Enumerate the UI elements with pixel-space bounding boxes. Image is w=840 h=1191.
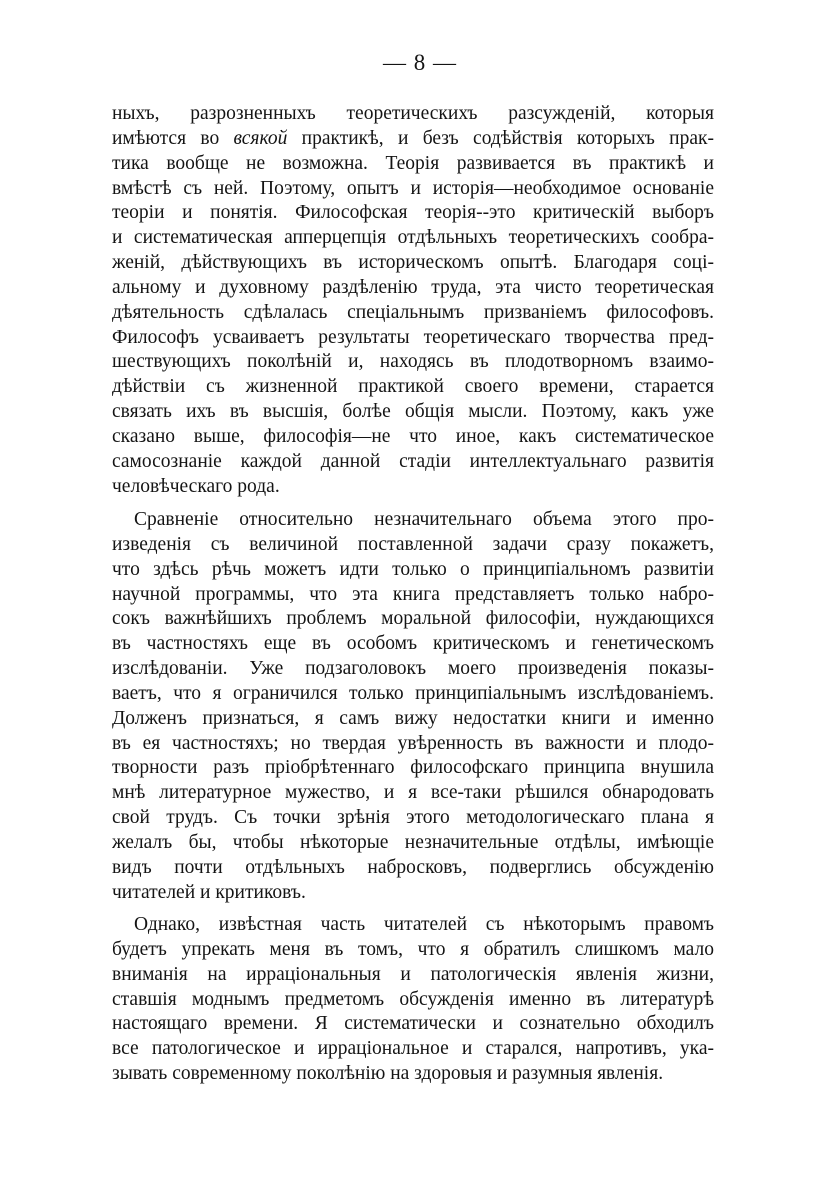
text-line: дѣятельность сдѣлалась спеціальнымъ призваніемъ философовъ. <box>112 301 714 323</box>
text-line: въ частностяхъ еще въ особомъ критическомъ и генетическомъ <box>112 633 714 655</box>
text-line: и систематическая апперцепція отдѣльныхъ теоретическихъ сообра- <box>112 227 714 249</box>
text-line: ваетъ, что я ограничился только принципіальнымъ изслѣдованіемъ. <box>112 682 714 704</box>
text-line: человѣческаго рода. <box>112 475 280 497</box>
text-line: зывать современному поколѣнію на здоровыя и разумныя явленія. <box>112 1063 664 1085</box>
text-line: въ ея частностяхъ; но твердая увѣренность въ важности и плодо- <box>112 732 714 754</box>
text-line: свой трудъ. Съ точки зрѣнія этого методологическаго плана я <box>112 807 714 829</box>
text-line: дѣйствіи съ жизненной практикой своего времени, старается <box>112 376 714 398</box>
text-line: теоріи и понятія. Философская теорія--это критическій выборъ <box>112 202 714 224</box>
text-line: сказано выше, философія—не что иное, какъ систематическое <box>112 425 714 447</box>
text-line: будетъ упрекать меня въ томъ, что я обратилъ слишкомъ мало <box>112 938 714 960</box>
text-line: желалъ бы, чтобы нѣкоторые незначительные отдѣлы, имѣющіе <box>112 831 714 853</box>
text-line: тика вообще не возможна. Теорія развивается въ практикѣ и <box>112 152 714 174</box>
text-line: Долженъ признаться, я самъ вижу недостатки книги и именно <box>112 707 714 729</box>
text-line: изслѣдованіи. Уже подзаголовокъ моего произведенія показы- <box>112 658 714 680</box>
text-segment: практикѣ, и безъ содѣйствія которыхъ прак- <box>287 127 714 149</box>
text-line: Сравненіе относительно незначительнаго объема этого про- <box>134 509 714 530</box>
text-line: все патологическое и ирраціональное и старался, напротивъ, ука- <box>112 1038 714 1060</box>
text-line: настоящаго времени. Я систематически и сознательно обходилъ <box>112 1013 714 1035</box>
text-line: творности разъ пріобрѣтеннаго философскаго принципа внушила <box>112 757 714 779</box>
text-line: женій, дѣйствующихъ въ историческомъ опытѣ. Благодаря соці- <box>112 252 714 274</box>
text-line: альному и духовному раздѣленію труда, эта чисто теоретическая <box>112 276 714 298</box>
text-line: Однако, извѣстная часть читателей съ нѣкоторымъ правомъ <box>134 914 714 935</box>
text-line: шествующихъ поколѣній и, находясь въ плодотворномъ взаимо- <box>112 351 714 373</box>
text-line: мнѣ литературное мужество, и я все-таки рѣшился обнародовать <box>112 782 714 804</box>
text-line: самосознаніе каждой данной стадіи интеллектуальнаго развитія <box>112 450 714 472</box>
text-line: что здѣсь рѣчь можетъ идти только о принципіальномъ развитіи <box>112 558 714 580</box>
paragraph-1 <box>112 102 714 500</box>
text-line: научной программы, что эта книга представляетъ только набро- <box>112 583 714 605</box>
text-line: вниманія на ирраціональныя и патологическія явленія жизни, <box>112 963 714 985</box>
emphasized-word: всякой <box>233 127 288 149</box>
paragraph-3 <box>112 913 714 1087</box>
text-line: Философъ усваиваетъ результаты теоретическаго творчества пред- <box>112 326 714 348</box>
text-line: сокъ важнѣйшихъ проблемъ моральной философіи, нуждающихся <box>112 608 714 630</box>
text-line: читателей и критиковъ. <box>112 881 306 903</box>
page-number: — 8 — <box>383 50 457 75</box>
paragraph-2 <box>112 508 714 906</box>
text-line <box>112 127 714 152</box>
text-line: вмѣстѣ съ ней. Поэтому, опытъ и исторія—необходимое основаніе <box>112 177 714 199</box>
text-line: изведенія съ величиной поставленной задачи сразу покажетъ, <box>112 533 714 555</box>
text-line: ставшія моднымъ предметомъ обсужденія именно въ литературѣ <box>112 988 714 1010</box>
text-line: видъ почти отдѣльныхъ набросковъ, подверглись обсужденію <box>112 856 714 878</box>
text-line: ныхъ, разрозненныхъ теоретическихъ разсужденій, которыя <box>112 103 714 124</box>
text-segment: имѣются во <box>112 127 234 149</box>
text-line: связать ихъ въ высшія, болѣе общія мысли. Поэтому, какъ уже <box>112 401 714 423</box>
